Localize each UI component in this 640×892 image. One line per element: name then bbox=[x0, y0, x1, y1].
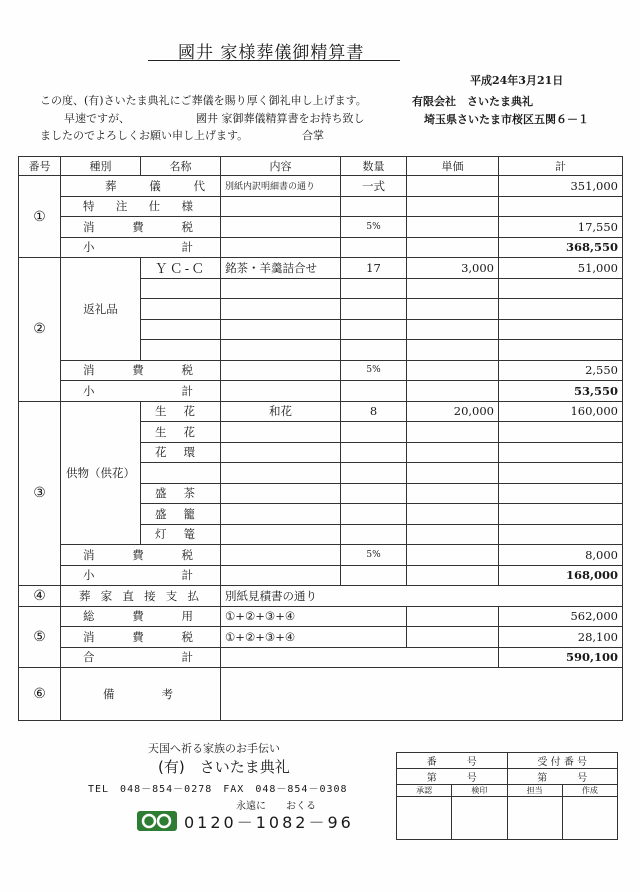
issue-date: 平成24年3月21日 bbox=[470, 74, 564, 87]
subtotal-label: 小計 bbox=[83, 568, 193, 583]
cell-qty: 17 bbox=[341, 258, 407, 279]
row-label bbox=[61, 237, 221, 258]
table-row bbox=[19, 176, 623, 197]
item-name: 盛籠 bbox=[141, 504, 221, 525]
tax-label: 消費税 bbox=[83, 547, 193, 562]
item-name: ＹＣ-Ｃ bbox=[141, 258, 221, 279]
grand-total-label: 合計 bbox=[83, 650, 193, 665]
subtotal-label: 小計 bbox=[83, 240, 193, 255]
greeting-line-2-doc: 國井 家御葬儀精算書をお持ち致し bbox=[196, 112, 365, 125]
cell-subtotal: 168,000 bbox=[499, 565, 623, 586]
row-label bbox=[61, 565, 221, 586]
table-row bbox=[19, 381, 623, 402]
section-number: ④ bbox=[19, 586, 61, 607]
cell-price: 20,000 bbox=[407, 401, 499, 422]
box-reception-header: 受 付 番 号 bbox=[507, 753, 618, 769]
freedial-icon bbox=[137, 811, 177, 831]
signature-field bbox=[507, 797, 562, 840]
section-number: ⑤ bbox=[19, 606, 61, 668]
signature-field bbox=[562, 797, 617, 840]
col-header: 単価 bbox=[407, 157, 499, 176]
table-row bbox=[19, 196, 623, 217]
table-header bbox=[19, 157, 623, 176]
item-name: 花環 bbox=[141, 442, 221, 463]
row-label bbox=[61, 627, 221, 648]
settlement-table bbox=[18, 156, 623, 721]
table-row bbox=[19, 586, 623, 607]
title-underline bbox=[148, 60, 400, 61]
box-number-value: 第 号 bbox=[397, 769, 508, 785]
table-row bbox=[19, 217, 623, 238]
cell-subtotal: 53,550 bbox=[499, 381, 623, 402]
gassho: 合掌 bbox=[302, 129, 324, 142]
cell-formula: ①+②+③+④ bbox=[221, 606, 407, 627]
item-name bbox=[141, 463, 221, 484]
section-number: ② bbox=[19, 258, 61, 402]
box-staff: 担当 bbox=[507, 785, 562, 797]
row-label bbox=[61, 196, 221, 217]
total-cost-label: 総費用 bbox=[83, 609, 193, 624]
cell-total: 2,550 bbox=[499, 360, 623, 381]
section-number: ⑥ bbox=[19, 668, 61, 721]
cell-total: 17,550 bbox=[499, 217, 623, 238]
cell-formula: ①+②+③+④ bbox=[221, 627, 407, 648]
table-row bbox=[19, 627, 623, 648]
col-header: 名称 bbox=[141, 157, 221, 176]
cell-total: 8,000 bbox=[499, 545, 623, 566]
col-header: 内容 bbox=[221, 157, 341, 176]
subtotal-label: 小計 bbox=[83, 383, 193, 398]
cell-total: 351,000 bbox=[499, 176, 623, 197]
footer-tel-fax: TEL 048－854－0278 FAX 048－854－0308 bbox=[88, 784, 348, 795]
box-approval: 承認 bbox=[397, 785, 452, 797]
box-inspection: 検印 bbox=[452, 785, 507, 797]
cell-content: 銘茶・羊羹詰合せ bbox=[221, 258, 341, 279]
footer-company: (有) さいたま典礼 bbox=[158, 758, 290, 776]
table-row bbox=[19, 606, 623, 627]
col-header: 数量 bbox=[341, 157, 407, 176]
freedial-number: 0120－1082－96 bbox=[184, 813, 354, 832]
cell-qty: 一式 bbox=[341, 176, 407, 197]
table-row bbox=[19, 237, 623, 258]
footer-slogan: 永遠に おくる bbox=[236, 801, 316, 812]
cell-price: 3,000 bbox=[407, 258, 499, 279]
tax-label: 消費税 bbox=[83, 219, 193, 234]
tax-label: 消費税 bbox=[83, 629, 193, 644]
cell-total: 562,000 bbox=[499, 606, 623, 627]
col-header: 種別 bbox=[61, 157, 141, 176]
remarks-label: 備考 bbox=[103, 687, 173, 701]
box-author: 作成 bbox=[562, 785, 617, 797]
category-label: 供物（供花） bbox=[61, 401, 141, 545]
col-header: 計 bbox=[499, 157, 623, 176]
greeting-line-1: この度、(有)さいたま典礼にご葬儀を賜り厚く御礼申し上げます。 bbox=[40, 94, 367, 107]
cell-qty: 5% bbox=[341, 545, 407, 566]
signature-field bbox=[397, 797, 452, 840]
cell-content: 和花 bbox=[221, 401, 341, 422]
remarks-field bbox=[221, 668, 623, 721]
item-name: 灯篭 bbox=[141, 524, 221, 545]
table-row bbox=[19, 258, 623, 279]
item-name: 生花 bbox=[141, 422, 221, 443]
company-name: 有限会社 さいたま典礼 bbox=[412, 95, 533, 108]
section-number: ① bbox=[19, 176, 61, 258]
cell-subtotal: 368,550 bbox=[499, 237, 623, 258]
col-header: 番号 bbox=[19, 157, 61, 176]
tokuchu-label: 特注仕様 bbox=[83, 199, 193, 214]
row-label bbox=[61, 176, 221, 197]
table-row bbox=[19, 565, 623, 586]
table-row bbox=[19, 401, 623, 422]
row-label bbox=[61, 647, 221, 668]
cell-content: 別紙見積書の通り bbox=[221, 586, 623, 607]
row-label bbox=[61, 606, 221, 627]
cell-grand-total: 590,100 bbox=[499, 647, 623, 668]
greeting-line-3: ましたのでよろしくお願い申し上げます。 bbox=[40, 129, 249, 142]
signature-field bbox=[452, 797, 507, 840]
cell-total: 160,000 bbox=[499, 401, 623, 422]
cell-qty: 5% bbox=[341, 217, 407, 238]
table-row bbox=[19, 360, 623, 381]
box-reception-value: 第 号 bbox=[507, 769, 618, 785]
tax-label: 消費税 bbox=[83, 363, 193, 378]
footer-tagline: 天国へ祈る家族のお手伝い bbox=[148, 742, 280, 755]
table-row bbox=[19, 545, 623, 566]
section-number: ③ bbox=[19, 401, 61, 586]
direct-payment-label: 葬家直接支払 bbox=[79, 588, 199, 603]
row-label bbox=[61, 217, 221, 238]
item-name: 生花 bbox=[141, 401, 221, 422]
cell-qty: 5% bbox=[341, 360, 407, 381]
row-label bbox=[61, 545, 221, 566]
box-number-header: 番 号 bbox=[397, 753, 508, 769]
table-row bbox=[19, 668, 623, 721]
table-row bbox=[19, 647, 623, 668]
cell-total: 28,100 bbox=[499, 627, 623, 648]
item-name: 盛茶 bbox=[141, 483, 221, 504]
cell-qty: 8 bbox=[341, 401, 407, 422]
cell-price bbox=[407, 176, 499, 197]
category-label: 返礼品 bbox=[61, 258, 141, 361]
soshikidai-label: 葬儀代 bbox=[105, 178, 205, 193]
page-title: 國井 家様葬儀御精算書 bbox=[178, 43, 365, 63]
row-label bbox=[61, 586, 221, 607]
receipt-box bbox=[396, 752, 618, 840]
row-label bbox=[61, 381, 221, 402]
cell-total: 51,000 bbox=[499, 258, 623, 279]
greeting-line-2: 早速ですが、 bbox=[64, 112, 130, 125]
row-label bbox=[61, 360, 221, 381]
cell-content: 別紙内訳明細書の通り bbox=[221, 176, 341, 197]
row-label bbox=[61, 668, 221, 721]
company-address: 埼玉県さいたま市桜区五関６－１ bbox=[424, 113, 589, 126]
